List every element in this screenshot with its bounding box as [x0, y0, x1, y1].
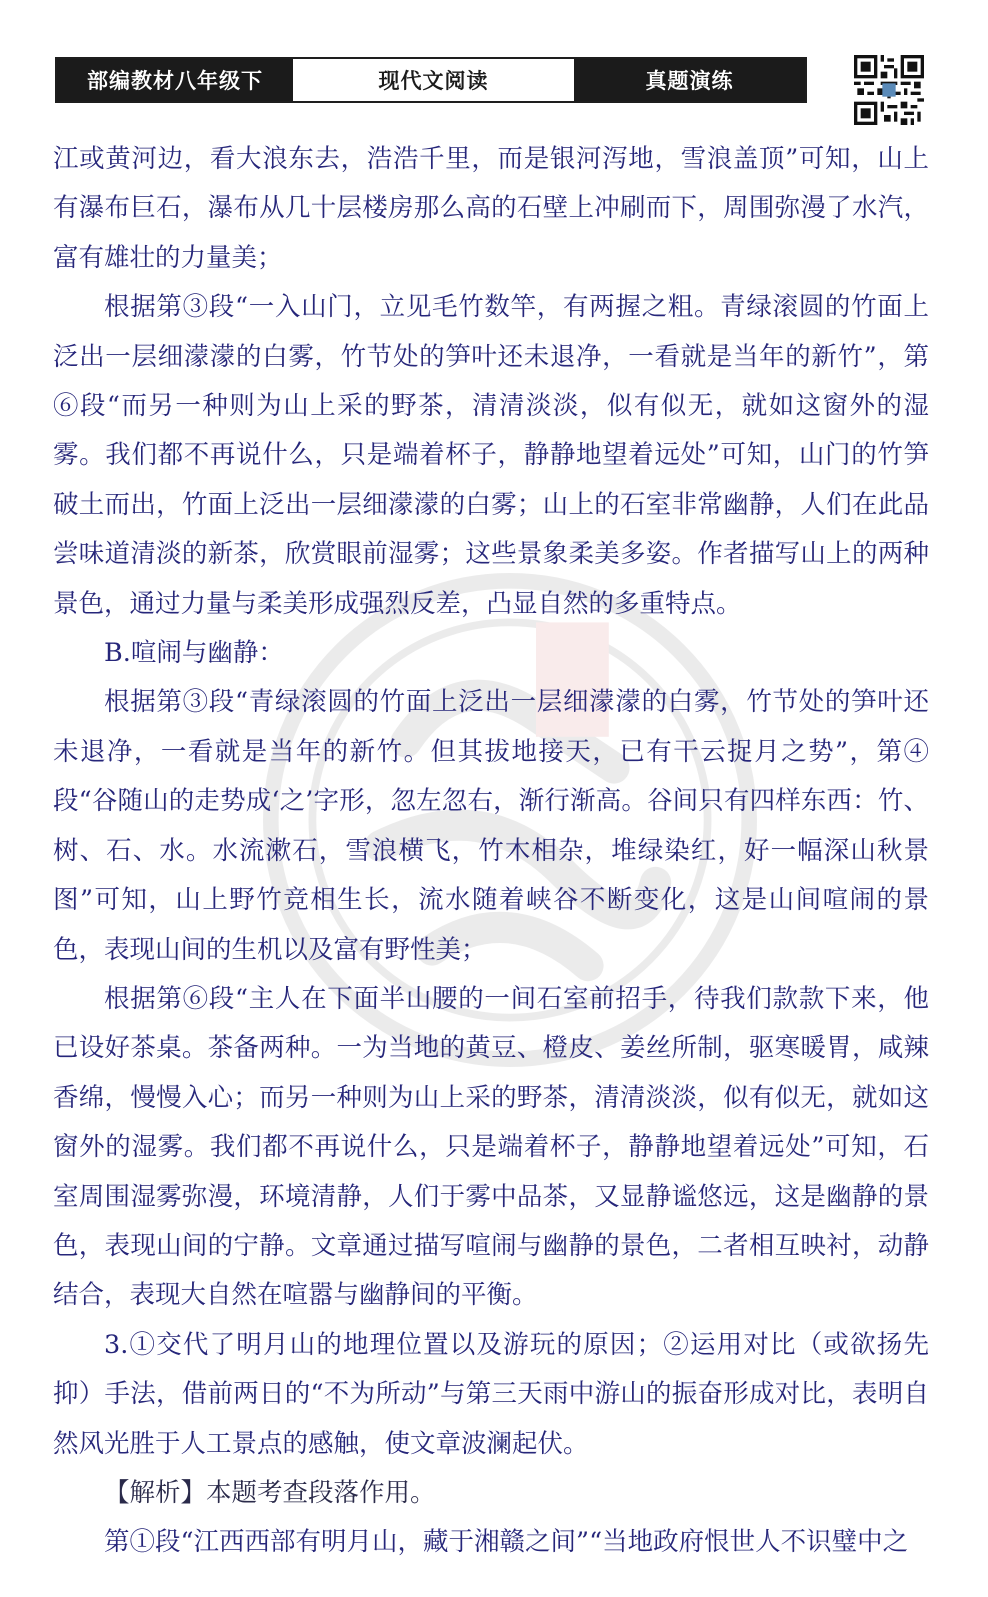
paragraph: 第①段“江西西部有明月山，藏于湘赣之间”“当地政府恨世人不识璧中之 — [104, 1527, 909, 1558]
answer-text-body — [53, 135, 929, 1568]
paragraph: 根据第⑥段“主人在下面半山腰的一间石室前招手，待我们款款下来，他已设好茶桌。茶备两种。一为当地的黄豆、橙皮、姜丝所制，驱寒暖胃，咸辣香绵，慢慢入心；而另一种则为山上采的野茶，清清淡淡，似有似无，就如这窗外的湿雾。我们都不再说什么，只是端着杯子，静静地望着远处”可知，石室周围湿雾弥漫，环境清静，人们于雾中品茶，又显静谧悠远，这是幽静的景色，表现山间的宁静。文章通过描写喧闹与幽静的景色，二者相互映衬，动静结合，表现大自然在喧嚣与幽静间的平衡。 — [53, 983, 929, 1311]
header-bar — [55, 57, 807, 103]
paragraph: 根据第③段“青绿滚圆的竹面上泛出一层细濛濛的白雾，竹节处的笋叶还未退净，一看就是当年的新竹。但其拔地接天，已有干云捉月之势”，第④段“谷随山的走势成‘之’字形，忽左忽右，渐行渐高。谷间只有四样东西：竹、树、石、水。水流漱石，雪浪横飞，竹木相杂，堆绿染红，好一幅深山秋景图”可知，山上野竹竞相生长，流水随着峡谷不断变化，这是山间喧闹的景色，表现山间的生机以及富有野性美； — [53, 687, 929, 965]
header-section-label: 现代文阅读 — [293, 59, 574, 101]
paragraph: 根据第③段“一入山门，立见毛竹数竿，有两握之粗。青绿滚圆的竹面上泛出一层细濛濛的白雾，竹节处的笋叶还未退净，一看就是当年的新竹”，第⑥段“而另一种则为山上采的野茶，清清淡淡，似有似无，就如这窗外的湿雾。我们都不再说什么，只是端着杯子，静静地望着远处”可知，山门的竹笋破土而出，竹面上泛出一层细濛濛的白雾；山上的石室非常幽静，人们在此品尝味道清淡的新茶，欣赏眼前湿雾；这些景象柔美多姿。作者描写山上的两种景色，通过力量与柔美形成强烈反差，凸显自然的多重特点。 — [53, 292, 929, 619]
paragraph: 3.①交代了明月山的地理位置以及游玩的原因；②运用对比（或欲扬先抑）手法，借前两日的“不为所动”与第三天雨中游山的振奋形成对比，表明自然风光胜于人工景点的感触，使文章波澜起伏。 — [53, 1329, 929, 1459]
paragraph: 江或黄河边，看大浪东去，浩浩千里，而是银河泻地，雪浪盖顶”可知，山上有瀑布巨石，瀑布从几十层楼房那么高的石壁上冲刷而下，周围弥漫了水汽，富有雄壮的力量美； — [53, 144, 929, 273]
header-textbook-label: 部编教材八年级下 — [57, 59, 293, 101]
paragraph: 【解析】本题考查段落作用。 — [104, 1477, 436, 1508]
header-practice-label: 真题演练 — [574, 59, 805, 101]
paragraph: B.喧闹与幽静： — [104, 638, 284, 669]
qr-code-icon — [854, 55, 924, 125]
